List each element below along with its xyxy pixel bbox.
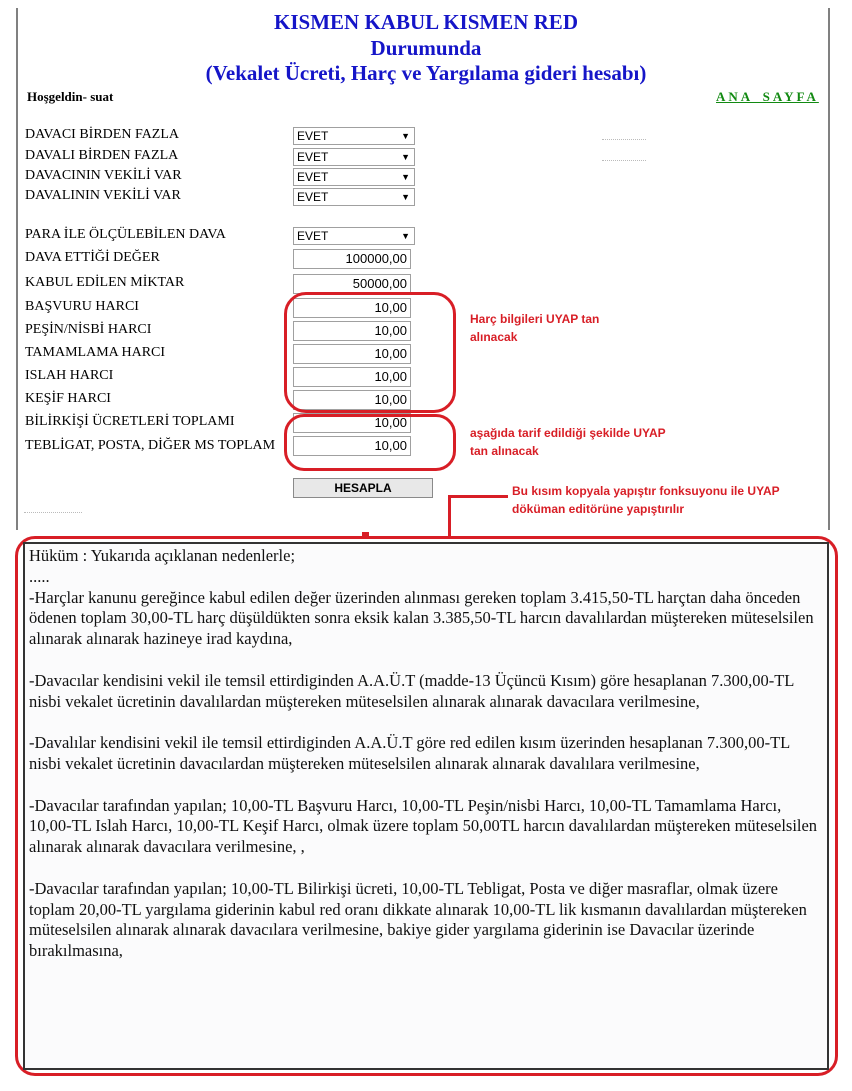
verdict-heading: Hüküm : Yukarıda açıklanan nedenlerle; [29,546,296,565]
davalinin-vekili-select[interactable] [293,188,415,206]
select-value: EVET [297,229,329,243]
verdict-paragraph-harc-iade: -Davacılar tarafından yapılan; 10,00-TL Başvuru Harcı, 10,00-TL Peşin/nisbi Harcı, 10,00-TL Tamamlama Harcı, 10,00-TL Islah Harcı, 10,00-TL Keşif Harcı, olmak üzere toplam 50,00TL harcın davalılardan müştereken müteselsilen alınarak alınarak davacılara verilmesine, , [29,795,818,857]
harc-note: Harç bilgileri UYAP tan alınacak [470,312,600,344]
verdict-paragraph-davaci-vekalet: -Davacılar kendisini vekil ile temsil ettirdiginden A.A.Ü.T (madde-13 Üçüncü Kısım) göre hesaplanan 7.300,00-TL nisbi vekalet ücretinin davalılardan müştereken müteselsilen alınarak alınarak davacılara verilmesine, [29,670,794,711]
davaci-birden-fazla-label: DAVACI BİRDEN FAZLA [25,127,180,142]
connector-line [448,495,508,498]
kabul-edilen-miktar-label: KABUL EDİLEN MİKTAR [25,275,185,290]
verdict-paragraph-davali-vekalet: -Davalılar kendisini vekil ile temsil ettirdiginden A.A.Ü.T göre red edilen kısım üzerinden hesaplanan 7.300,00-TL nisbi vekalet ücretinin davacılardan müştereken müteselsilen alınarak alınarak davalılara verilmesine, [29,733,790,773]
home-link[interactable]: ANA_SAYFA [716,89,819,104]
pesin-nisbi-harci-input[interactable]: 10,00 [293,321,411,341]
davali-birden-fazla-label: DAVALI BİRDEN FAZLA [25,148,179,163]
verdict-ellipsis: ..... [29,566,50,586]
bilirkisi-ucretleri-input[interactable]: 10,00 [293,413,411,433]
dava-ettigi-deger-input[interactable]: 100000,00 [293,249,411,269]
kesif-harci-input[interactable]: 10,00 [293,390,411,410]
decorative-dots [602,139,646,140]
tebligat-posta-label: TEBLİGAT, POSTA, DİĞER MS TOPLAM [25,438,276,453]
davacinin-vekili-select[interactable] [293,168,415,186]
davaci-birden-fazla-select[interactable] [293,127,415,145]
davalinin-vekili-label: DAVALININ VEKİLİ VAR [25,188,181,203]
davali-birden-fazla-select[interactable] [293,148,415,166]
dava-ettigi-deger-label: DAVA ETTİĞİ DEĞER [25,250,160,265]
select-value: EVET [297,170,329,184]
dropdown-arrow-icon: ▼ [401,131,410,141]
verdict-output-textarea[interactable] [23,542,829,1070]
islah-harci-label: ISLAH HARCI [25,368,114,383]
page-subtitle-detail: (Vekalet Ücreti, Harç ve Yargılama gideri hesabı) [205,61,647,85]
kopyala-note: Bu kısım kopyala yapıştır fonksuyonu ile UYAP döküman editörüne yapıştırılır [512,484,780,516]
tarif-note: aşağıda tarif edildiği şekilde UYAP tan alınacak [470,426,666,458]
dropdown-arrow-icon: ▼ [401,152,410,162]
dropdown-arrow-icon: ▼ [401,172,410,182]
dropdown-arrow-icon: ▼ [401,192,410,202]
dropdown-arrow-icon: ▼ [401,231,410,241]
tamamlama-harci-input[interactable]: 10,00 [293,344,411,364]
verdict-paragraph-harc: -Harçlar kanunu gereğince kabul edilen değer üzerinden alınması gereken toplam 3.415,50-TL harçtan daha önceden ödenen toplam 30,00-TL harç düşüldükten sonra eksik kalan 3.385,50-TL harcın davalılardan müştereken müteselsilen alınarak alınarak hazineye irad kaydına, [29,587,814,649]
decorative-dots [602,160,646,161]
page-subtitle: Durumunda [370,36,482,60]
para-ile-olculebilen-select[interactable] [293,227,415,245]
select-value: EVET [297,129,329,143]
kabul-edilen-miktar-input[interactable]: 50000,00 [293,274,411,294]
basvuru-harci-label: BAŞVURU HARCI [25,299,139,314]
pesin-nisbi-harci-label: PEŞİN/NİSBİ HARCI [25,322,152,337]
basvuru-harci-input[interactable]: 10,00 [293,298,411,318]
page-title: KISMEN KABUL KISMEN RED [274,10,578,34]
tebligat-posta-input[interactable]: 10,00 [293,436,411,456]
decorative-dots [24,512,82,513]
select-value: EVET [297,150,329,164]
tamamlama-harci-label: TAMAMLAMA HARCI [25,345,166,360]
islah-harci-input[interactable]: 10,00 [293,367,411,387]
kesif-harci-label: KEŞİF HARCI [25,391,111,406]
masraf-highlight-box [284,414,456,471]
harc-highlight-box [284,292,456,413]
verdict-paragraph-yargilama-gideri: -Davacılar tarafından yapılan; 10,00-TL Bilirkişi ücreti, 10,00-TL Tebligat, Posta ve diğer masraflar, olmak üzere toplam 20,00-TL yargılama giderinin kabul red oranı dikkate alınarak 10,00-TL lik kısmanın davalılardan müştereken müteselsilen alınarak alınarak davacılara verilmesine, bakiye gider yargılama giderinin ise Davacılar üzerinde bırakılmasına, [29,878,807,961]
select-value: EVET [297,190,329,204]
para-ile-olculebilen-label: PARA İLE ÖLÇÜLEBİLEN DAVA [25,227,226,242]
welcome-text: Hoşgeldin- suat [27,89,114,104]
bilirkisi-ucretleri-label: BİLİRKİŞİ ÜCRETLERİ TOPLAMI [25,414,235,429]
connector-line [448,495,451,539]
hesapla-button[interactable]: HESAPLA [293,478,433,498]
davacinin-vekili-label: DAVACININ VEKİLİ VAR [25,168,182,183]
